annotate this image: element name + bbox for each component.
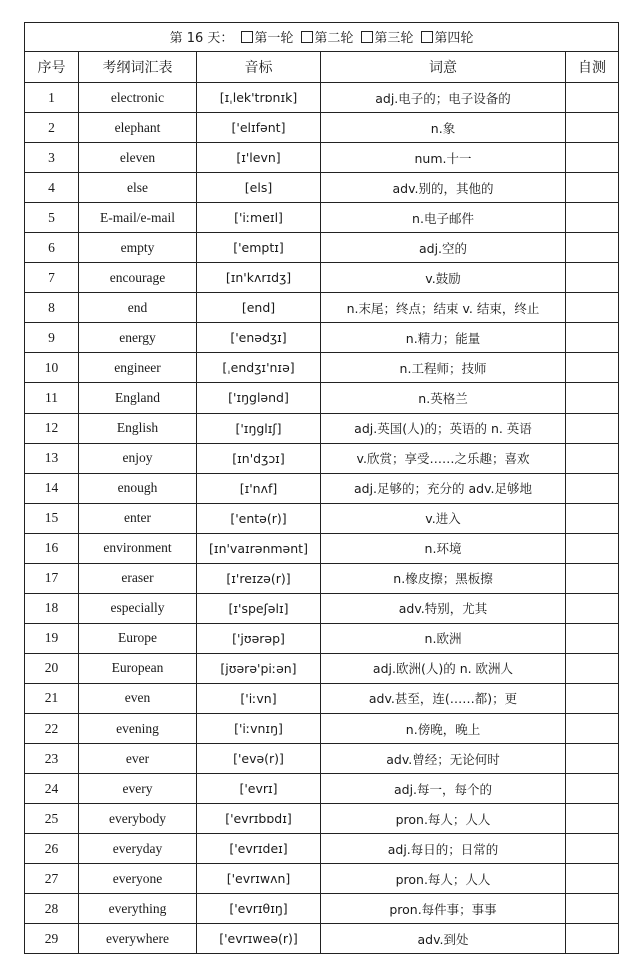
- row-word: empty: [79, 233, 197, 263]
- row-word: Europe: [79, 623, 197, 653]
- row-number: 14: [25, 473, 79, 503]
- row-number: 24: [25, 774, 79, 804]
- row-number: 3: [25, 143, 79, 173]
- row-phonetic: [ɪˌlek'trɒnɪk]: [197, 83, 321, 113]
- vocabulary-table: [24, 22, 619, 954]
- row-phonetic: ['evrɪweə(r)]: [197, 924, 321, 954]
- row-meaning: num.十一: [321, 143, 566, 173]
- row-word: everywhere: [79, 924, 197, 954]
- row-word: everything: [79, 894, 197, 924]
- table-row: [25, 233, 619, 263]
- row-number: 13: [25, 443, 79, 473]
- row-word: elephant: [79, 113, 197, 143]
- row-word: eleven: [79, 143, 197, 173]
- row-phonetic: ['enədʒɪ]: [197, 323, 321, 353]
- row-meaning: adv.别的，其他的: [321, 173, 566, 203]
- row-phonetic: ['ɪŋglɪʃ]: [197, 413, 321, 443]
- row-phonetic: [els]: [197, 173, 321, 203]
- table-row: [25, 894, 619, 924]
- row-number: 27: [25, 864, 79, 894]
- row-word: everybody: [79, 804, 197, 834]
- col-header-self-test: 自测: [566, 52, 619, 83]
- row-self-test[interactable]: [566, 683, 619, 713]
- row-meaning: adv.特别，尤其: [321, 593, 566, 623]
- row-phonetic: ['evrɪwʌn]: [197, 864, 321, 894]
- row-number: 28: [25, 894, 79, 924]
- col-header-phonetic: 音标: [197, 52, 321, 83]
- row-word: English: [79, 413, 197, 443]
- row-self-test[interactable]: [566, 744, 619, 774]
- table-row: [25, 593, 619, 623]
- row-word: European: [79, 653, 197, 683]
- table-row: [25, 834, 619, 864]
- row-word: else: [79, 173, 197, 203]
- row-phonetic: [ɪ'levn]: [197, 143, 321, 173]
- row-phonetic: ['entə(r)]: [197, 503, 321, 533]
- table-row: [25, 774, 619, 804]
- row-self-test[interactable]: [566, 323, 619, 353]
- row-self-test[interactable]: [566, 774, 619, 804]
- table-row: [25, 473, 619, 503]
- row-number: 16: [25, 533, 79, 563]
- row-meaning: adv.到处: [321, 924, 566, 954]
- row-self-test[interactable]: [566, 413, 619, 443]
- row-phonetic: [end]: [197, 293, 321, 323]
- row-meaning: n.橡皮擦；黑板擦: [321, 563, 566, 593]
- row-word: encourage: [79, 263, 197, 293]
- row-word: E-mail/e-mail: [79, 203, 197, 233]
- table-row: [25, 653, 619, 683]
- row-meaning: adv.曾经；无论何时: [321, 744, 566, 774]
- row-meaning: adj.每一，每个的: [321, 774, 566, 804]
- row-meaning: n.环境: [321, 533, 566, 563]
- table-row: [25, 623, 619, 653]
- row-self-test[interactable]: [566, 113, 619, 143]
- row-self-test[interactable]: [566, 353, 619, 383]
- row-self-test[interactable]: [566, 503, 619, 533]
- row-phonetic: ['evə(r)]: [197, 744, 321, 774]
- row-meaning: n.精力；能量: [321, 323, 566, 353]
- row-number: 21: [25, 683, 79, 713]
- row-self-test[interactable]: [566, 894, 619, 924]
- table-row: [25, 683, 619, 713]
- row-meaning: adj.电子的；电子设备的: [321, 83, 566, 113]
- col-header-number: 序号: [25, 52, 79, 83]
- row-self-test[interactable]: [566, 804, 619, 834]
- row-meaning: n.傍晚，晚上: [321, 713, 566, 743]
- row-number: 25: [25, 804, 79, 834]
- table-row: [25, 113, 619, 143]
- row-self-test[interactable]: [566, 203, 619, 233]
- row-self-test[interactable]: [566, 864, 619, 894]
- row-meaning: adj.英国(人)的；英语的 n. 英语: [321, 413, 566, 443]
- row-phonetic: ['evrɪθɪŋ]: [197, 894, 321, 924]
- row-meaning: adj.足够的；充分的 adv.足够地: [321, 473, 566, 503]
- row-meaning: n.电子邮件: [321, 203, 566, 233]
- row-word: every: [79, 774, 197, 804]
- row-phonetic: [ɪ'nʌf]: [197, 473, 321, 503]
- row-phonetic: ['elɪfənt]: [197, 113, 321, 143]
- row-number: 20: [25, 653, 79, 683]
- row-self-test[interactable]: [566, 233, 619, 263]
- row-meaning: adv.甚至，连(……都)；更: [321, 683, 566, 713]
- row-word: enough: [79, 473, 197, 503]
- table-row: [25, 744, 619, 774]
- row-meaning: v.鼓励: [321, 263, 566, 293]
- row-phonetic: [ˌendʒɪ'nɪə]: [197, 353, 321, 383]
- row-meaning: n.英格兰: [321, 383, 566, 413]
- table-row: [25, 413, 619, 443]
- row-number: 7: [25, 263, 79, 293]
- table-row: [25, 293, 619, 323]
- row-phonetic: ['iːmeɪl]: [197, 203, 321, 233]
- row-word: electronic: [79, 83, 197, 113]
- table-row: [25, 563, 619, 593]
- row-number: 2: [25, 113, 79, 143]
- row-self-test[interactable]: [566, 563, 619, 593]
- row-number: 23: [25, 744, 79, 774]
- row-phonetic: [ɪ'reɪzə(r)]: [197, 563, 321, 593]
- row-number: 5: [25, 203, 79, 233]
- row-meaning: adj.空的: [321, 233, 566, 263]
- row-number: 4: [25, 173, 79, 203]
- round-1-label: 第一轮: [254, 31, 294, 46]
- row-self-test[interactable]: [566, 263, 619, 293]
- row-phonetic: [ɪ'speʃəlɪ]: [197, 593, 321, 623]
- row-self-test[interactable]: [566, 834, 619, 864]
- row-word: energy: [79, 323, 197, 353]
- row-phonetic: ['jʊərəp]: [197, 623, 321, 653]
- row-word: environment: [79, 533, 197, 563]
- row-meaning: pron.每件事；事事: [321, 894, 566, 924]
- row-self-test[interactable]: [566, 653, 619, 683]
- row-number: 11: [25, 383, 79, 413]
- table-row: [25, 503, 619, 533]
- row-self-test[interactable]: [566, 383, 619, 413]
- row-word: everyone: [79, 864, 197, 894]
- col-header-meaning: 词意: [321, 52, 566, 83]
- row-number: 8: [25, 293, 79, 323]
- row-self-test[interactable]: [566, 173, 619, 203]
- row-word: even: [79, 683, 197, 713]
- day-label: 第 16 天：: [169, 31, 234, 46]
- row-self-test[interactable]: [566, 623, 619, 653]
- round-4-label: 第四轮: [434, 31, 474, 46]
- row-number: 10: [25, 353, 79, 383]
- row-meaning: pron.每人；人人: [321, 864, 566, 894]
- col-header-word: 考纲词汇表: [79, 52, 197, 83]
- row-phonetic: [ɪn'vaɪrənmənt]: [197, 533, 321, 563]
- row-meaning: pron.每人；人人: [321, 804, 566, 834]
- row-number: 19: [25, 623, 79, 653]
- row-word: especially: [79, 593, 197, 623]
- row-meaning: adj.欧洲(人)的 n. 欧洲人: [321, 653, 566, 683]
- row-number: 9: [25, 323, 79, 353]
- row-self-test[interactable]: [566, 443, 619, 473]
- table-row: [25, 323, 619, 353]
- row-self-test[interactable]: [566, 83, 619, 113]
- row-self-test[interactable]: [566, 533, 619, 563]
- row-word: engineer: [79, 353, 197, 383]
- table-row: [25, 143, 619, 173]
- row-word: everyday: [79, 834, 197, 864]
- table-row: [25, 533, 619, 563]
- round-2-label: 第二轮: [314, 31, 354, 46]
- row-number: 26: [25, 834, 79, 864]
- row-self-test[interactable]: [566, 473, 619, 503]
- row-number: 17: [25, 563, 79, 593]
- row-number: 1: [25, 83, 79, 113]
- row-phonetic: ['evrɪ]: [197, 774, 321, 804]
- table-row: [25, 924, 619, 954]
- row-phonetic: ['iːvn]: [197, 683, 321, 713]
- row-number: 22: [25, 713, 79, 743]
- column-header-row: [25, 52, 619, 83]
- row-number: 29: [25, 924, 79, 954]
- row-meaning: v.欣赏；享受……之乐趣；喜欢: [321, 443, 566, 473]
- row-word: England: [79, 383, 197, 413]
- row-meaning: n.象: [321, 113, 566, 143]
- table-row: [25, 263, 619, 293]
- vocabulary-sheet: [24, 22, 618, 954]
- row-phonetic: ['evrɪbɒdɪ]: [197, 804, 321, 834]
- table-row: [25, 864, 619, 894]
- table-row: [25, 353, 619, 383]
- row-meaning: adj.每日的；日常的: [321, 834, 566, 864]
- row-phonetic: ['emptɪ]: [197, 233, 321, 263]
- table-row: [25, 713, 619, 743]
- row-self-test[interactable]: [566, 143, 619, 173]
- row-number: 6: [25, 233, 79, 263]
- row-number: 15: [25, 503, 79, 533]
- row-meaning: n.末尾；终点；结束 v. 结束，终止: [321, 293, 566, 323]
- row-meaning: v.进入: [321, 503, 566, 533]
- row-number: 12: [25, 413, 79, 443]
- row-word: enter: [79, 503, 197, 533]
- table-row: [25, 173, 619, 203]
- row-word: ever: [79, 744, 197, 774]
- row-meaning: n.欧洲: [321, 623, 566, 653]
- round-3-label: 第三轮: [374, 31, 414, 46]
- row-phonetic: [jʊərə'piːən]: [197, 653, 321, 683]
- row-number: 18: [25, 593, 79, 623]
- day-header: [25, 23, 619, 52]
- row-word: eraser: [79, 563, 197, 593]
- row-phonetic: ['ɪŋglənd]: [197, 383, 321, 413]
- table-row: [25, 804, 619, 834]
- row-self-test[interactable]: [566, 713, 619, 743]
- table-row: [25, 203, 619, 233]
- row-meaning: n.工程师；技师: [321, 353, 566, 383]
- row-self-test[interactable]: [566, 293, 619, 323]
- table-row: [25, 443, 619, 473]
- row-word: end: [79, 293, 197, 323]
- row-self-test[interactable]: [566, 593, 619, 623]
- row-phonetic: [ɪn'dʒɔɪ]: [197, 443, 321, 473]
- row-self-test[interactable]: [566, 924, 619, 954]
- row-phonetic: ['evrɪdeɪ]: [197, 834, 321, 864]
- day-header-row: [25, 23, 619, 52]
- row-word: evening: [79, 713, 197, 743]
- round-1-checkbox[interactable]: [241, 31, 253, 43]
- row-phonetic: [ɪn'kʌrɪdʒ]: [197, 263, 321, 293]
- round-2-checkbox[interactable]: [301, 31, 313, 43]
- round-4-checkbox[interactable]: [421, 31, 433, 43]
- table-row: [25, 383, 619, 413]
- row-phonetic: ['iːvnɪŋ]: [197, 713, 321, 743]
- row-word: enjoy: [79, 443, 197, 473]
- round-3-checkbox[interactable]: [361, 31, 373, 43]
- table-row: [25, 83, 619, 113]
